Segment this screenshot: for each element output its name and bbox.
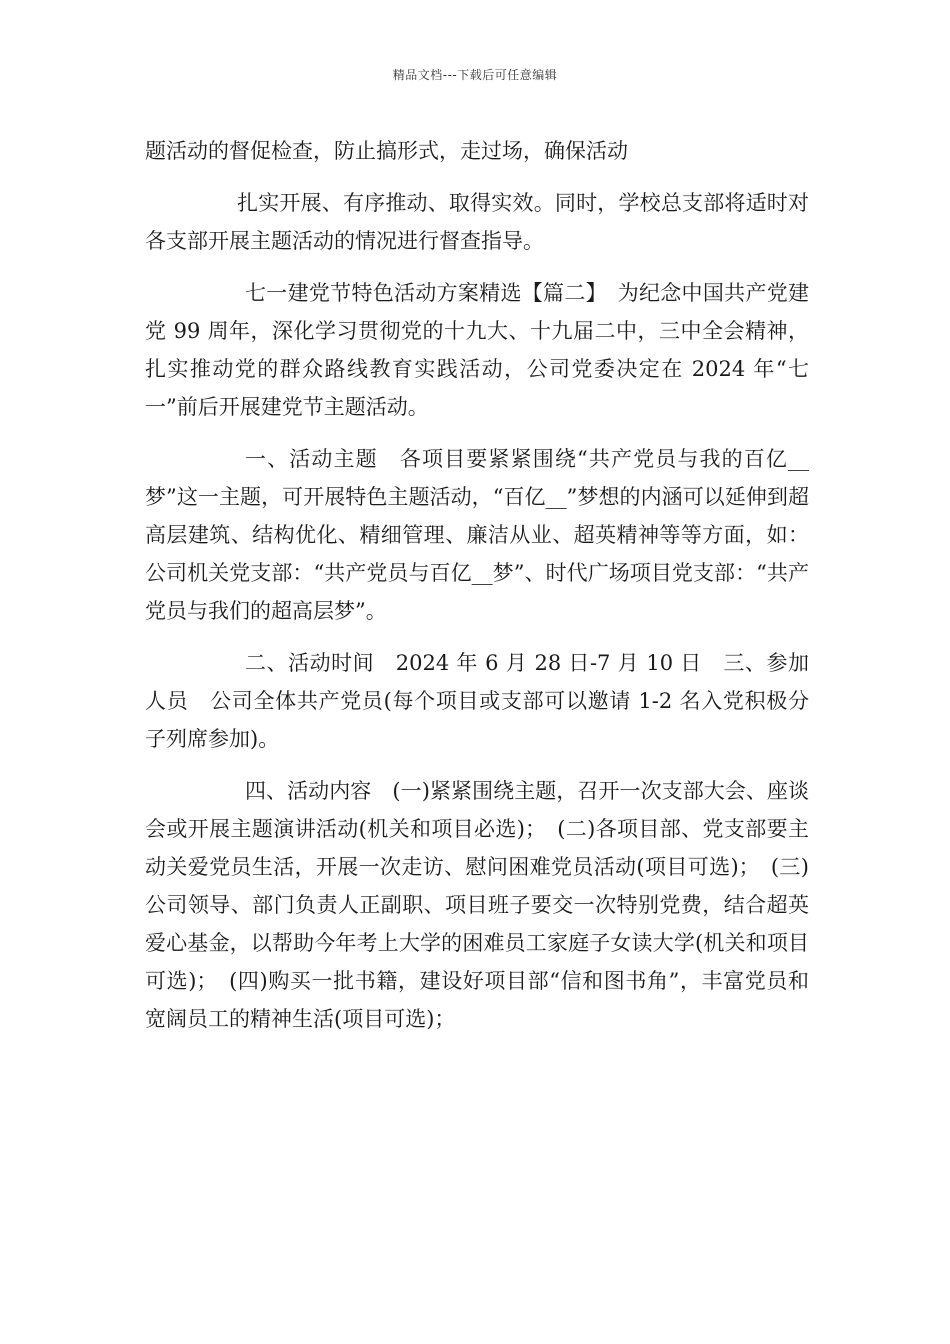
paragraph-1: 题活动的督促检查，防止搞形式，走过场，确保活动 [145,139,628,163]
paragraph-3: 七一建党节特色活动方案精选【篇二】 为纪念中国共产党建党 99 周年，深化学习贯彻党的十九大、十九届二中，三中全会精神，扎实推动党的群众路线教育实践活动，公司党委决定在 2024 年“七一”前后开展建党节主题活动。 [145,281,809,419]
paragraph-6: 四、活动内容 (一)紧紧围绕主题，召开一次支部大会、座谈会或开展主题演讲活动(机关和项目必选)； (二)各项目部、党支部要主动关爱党员生活，开展一次走访、慰问困难党员活动(项目可选)； (三)公司领导、部门负责人正副职、项目班子要交一次特别党费，结合超英爱心基金，以帮助今年考上大学的困难员工家庭子女读大学(机关和项目可选)； (四)购买一批书籍，建设好项目部“信和图书角”，丰富党员和宽阔员工的精神生活(项目可选)； [145,779,809,1031]
document-body [145,132,809,1038]
paragraph-5: 二、活动时间 2024 年 6 月 28 日-7 月 10 日 三、参加人员 公司全体共产党员(每个项目或支部可以邀请 1-2 名入党积极分子列席参加)。 [145,651,809,751]
paragraph-4: 一、活动主题 各项目要紧紧围绕“共产党员与我的百亿__梦”这一主题，可开展特色主题活动，“百亿__”梦想的内涵可以延伸到超高层建筑、结构优化、精细管理、廉洁从业、超英精神等等方面，如：公司机关党支部：“共产党员与百亿__梦”、时代广场项目党支部：“共产党员与我们的超高层梦”。 [145,447,809,623]
page-header: 精品文档---下载后可任意编辑 [392,68,558,82]
paragraph-2: 扎实开展、有序推动、取得实效。同时，学校总支部将适时对各支部开展主题活动的情况进行督查指导。 [145,191,809,253]
